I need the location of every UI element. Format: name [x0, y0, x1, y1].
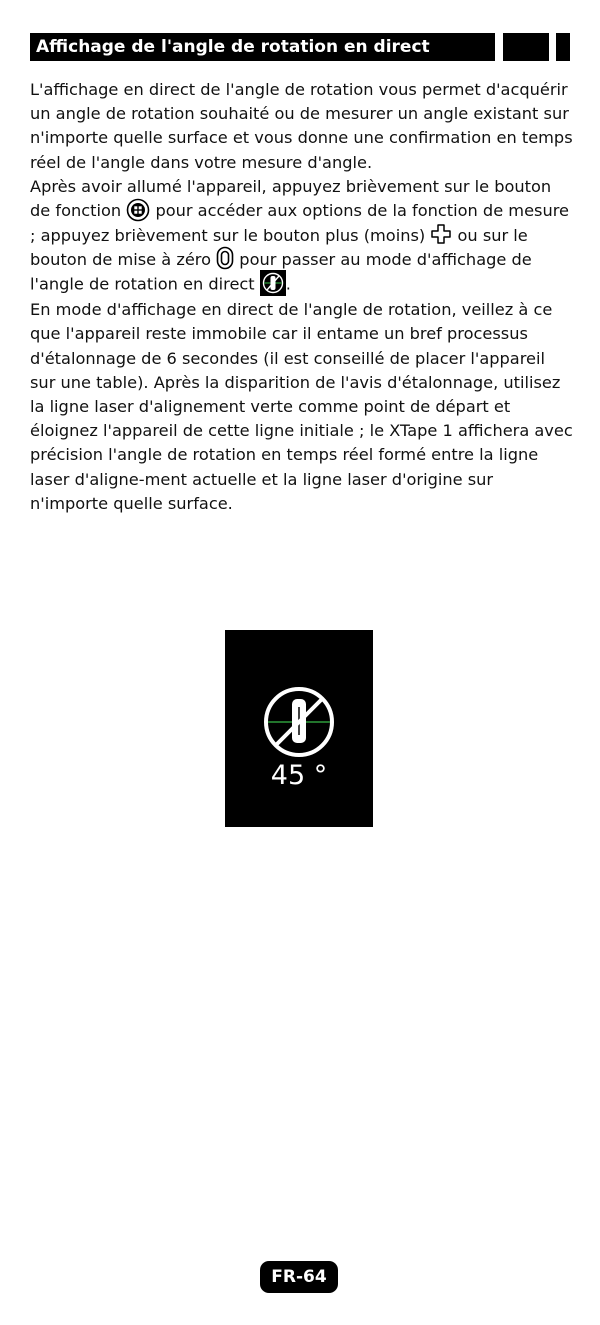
header-decoration-block	[556, 33, 570, 61]
plus-button-icon	[430, 223, 452, 245]
paragraph-intro: L'affichage en direct de l'angle de rotation vous permet d'acquérir un angle de rotation souhaité ou de mesurer un angle existant sur n'importe quelle surface et vous donne une confirmation en temps réel de l'angle dans votre mesure d'angle.	[30, 80, 573, 172]
section-title: Affichage de l'angle de rotation en direct	[30, 33, 495, 61]
body-text	[30, 78, 575, 516]
header-decoration-block	[503, 33, 549, 61]
instruction-text: ou sur le bouton de mise à zéro	[30, 225, 528, 269]
paragraph-instructions	[30, 175, 575, 298]
section-header	[30, 33, 570, 61]
instruction-text: pour passer au mode d'affichage de l'angle de rotation en direct	[30, 249, 532, 294]
zero-button-icon	[216, 246, 234, 270]
rotation-angle-symbol-icon	[262, 685, 336, 759]
paragraph-calibration: En mode d'affichage en direct de l'angle de rotation, veillez à ce que l'appareil reste immobile car il entame un bref processus d'étalonnage de 6 secondes (il est conseillé de placer l'appareil sur une table). Après la disparition de l'avis d'étalonnage, utilisez la ligne laser d'alignement verte comme point de départ et éloignez l'appareil de cette ligne initiale ; le XTape 1 affichera avec précision l'angle de rotation en temps réel formé entre la ligne laser d'aligne-ment actuelle et la ligne laser d'origine sur n'importe quelle surface.	[30, 300, 573, 513]
instruction-text: .	[285, 274, 291, 294]
page-number-badge: FR-64	[260, 1261, 338, 1293]
instruction-text: pour accéder aux options de la fonction de mesure ; appuyez brièvement sur le bouton plus (moins)	[30, 201, 569, 245]
device-display-figure	[225, 630, 373, 827]
angle-readout: 45 °	[270, 760, 328, 791]
function-button-icon	[126, 198, 150, 222]
rotation-angle-mode-icon	[260, 270, 286, 296]
instruction-text: Après avoir allumé l'appareil, appuyez brièvement sur le bouton de fonction	[30, 176, 552, 221]
